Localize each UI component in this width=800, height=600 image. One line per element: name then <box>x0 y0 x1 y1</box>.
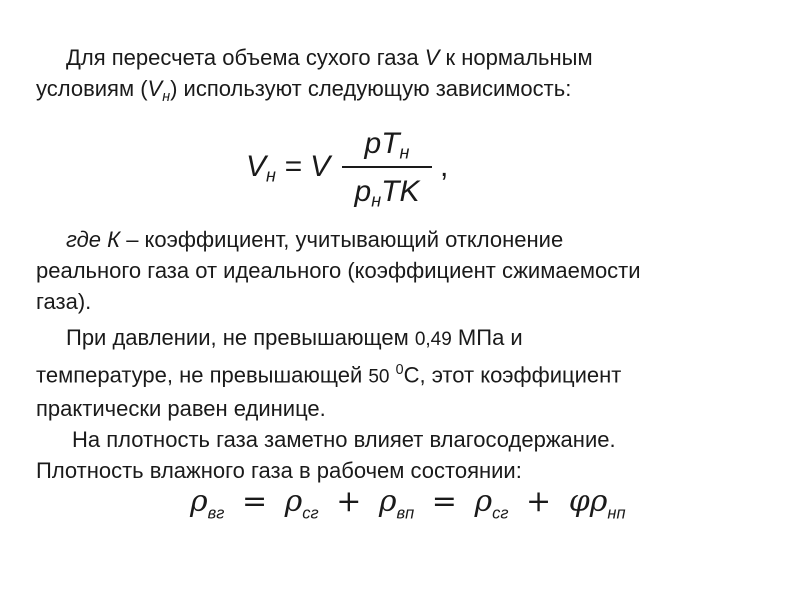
intro-line-1: Для пересчета объема сухого газа V к нормальным <box>66 45 593 70</box>
formula1-denominator: $p_нTK$ <box>354 175 420 211</box>
formula1-comma: , <box>440 150 449 183</box>
fraction-bar <box>342 166 432 168</box>
paragraph-conditions <box>36 322 776 424</box>
paragraph-coefficient <box>36 224 776 317</box>
humid-line-2: Плотность влажного газа в рабочем состоянии: <box>36 458 522 483</box>
intro-line-2: условиям $(V_н)$ используют следующую зависимость: <box>36 76 572 105</box>
cond-line-2: температуре, не превышающей 50 $^0$С, этот коэффициент <box>36 362 622 388</box>
paragraph-humidity <box>36 424 776 486</box>
formula-wet-gas-density: $\rho_{вг} = \rho_{сг} + \rho_{вп} = \rho_{сг} + \varphi\rho_{нп}$ <box>190 484 626 523</box>
coef-line-2: реального газа от идеального (коэффициент сжимаемости <box>36 258 641 283</box>
cond-line-3: практически равен единице. <box>36 395 326 421</box>
humid-line-1: На плотность газа заметно влияет влагосодержание. <box>72 427 616 452</box>
paragraph-intro <box>36 42 776 113</box>
coef-line-3: газа). <box>36 289 92 314</box>
formula1-lhs: $V_н = V$ <box>246 150 331 186</box>
formula1-numerator: $pT_н$ <box>364 127 410 163</box>
coef-line-1: где К – коэффициент, учитывающий отклонение <box>66 227 564 252</box>
formula1-fraction <box>342 124 432 212</box>
cond-line-1: При давлении, не превышающем 0,49 МПа и <box>66 325 523 350</box>
